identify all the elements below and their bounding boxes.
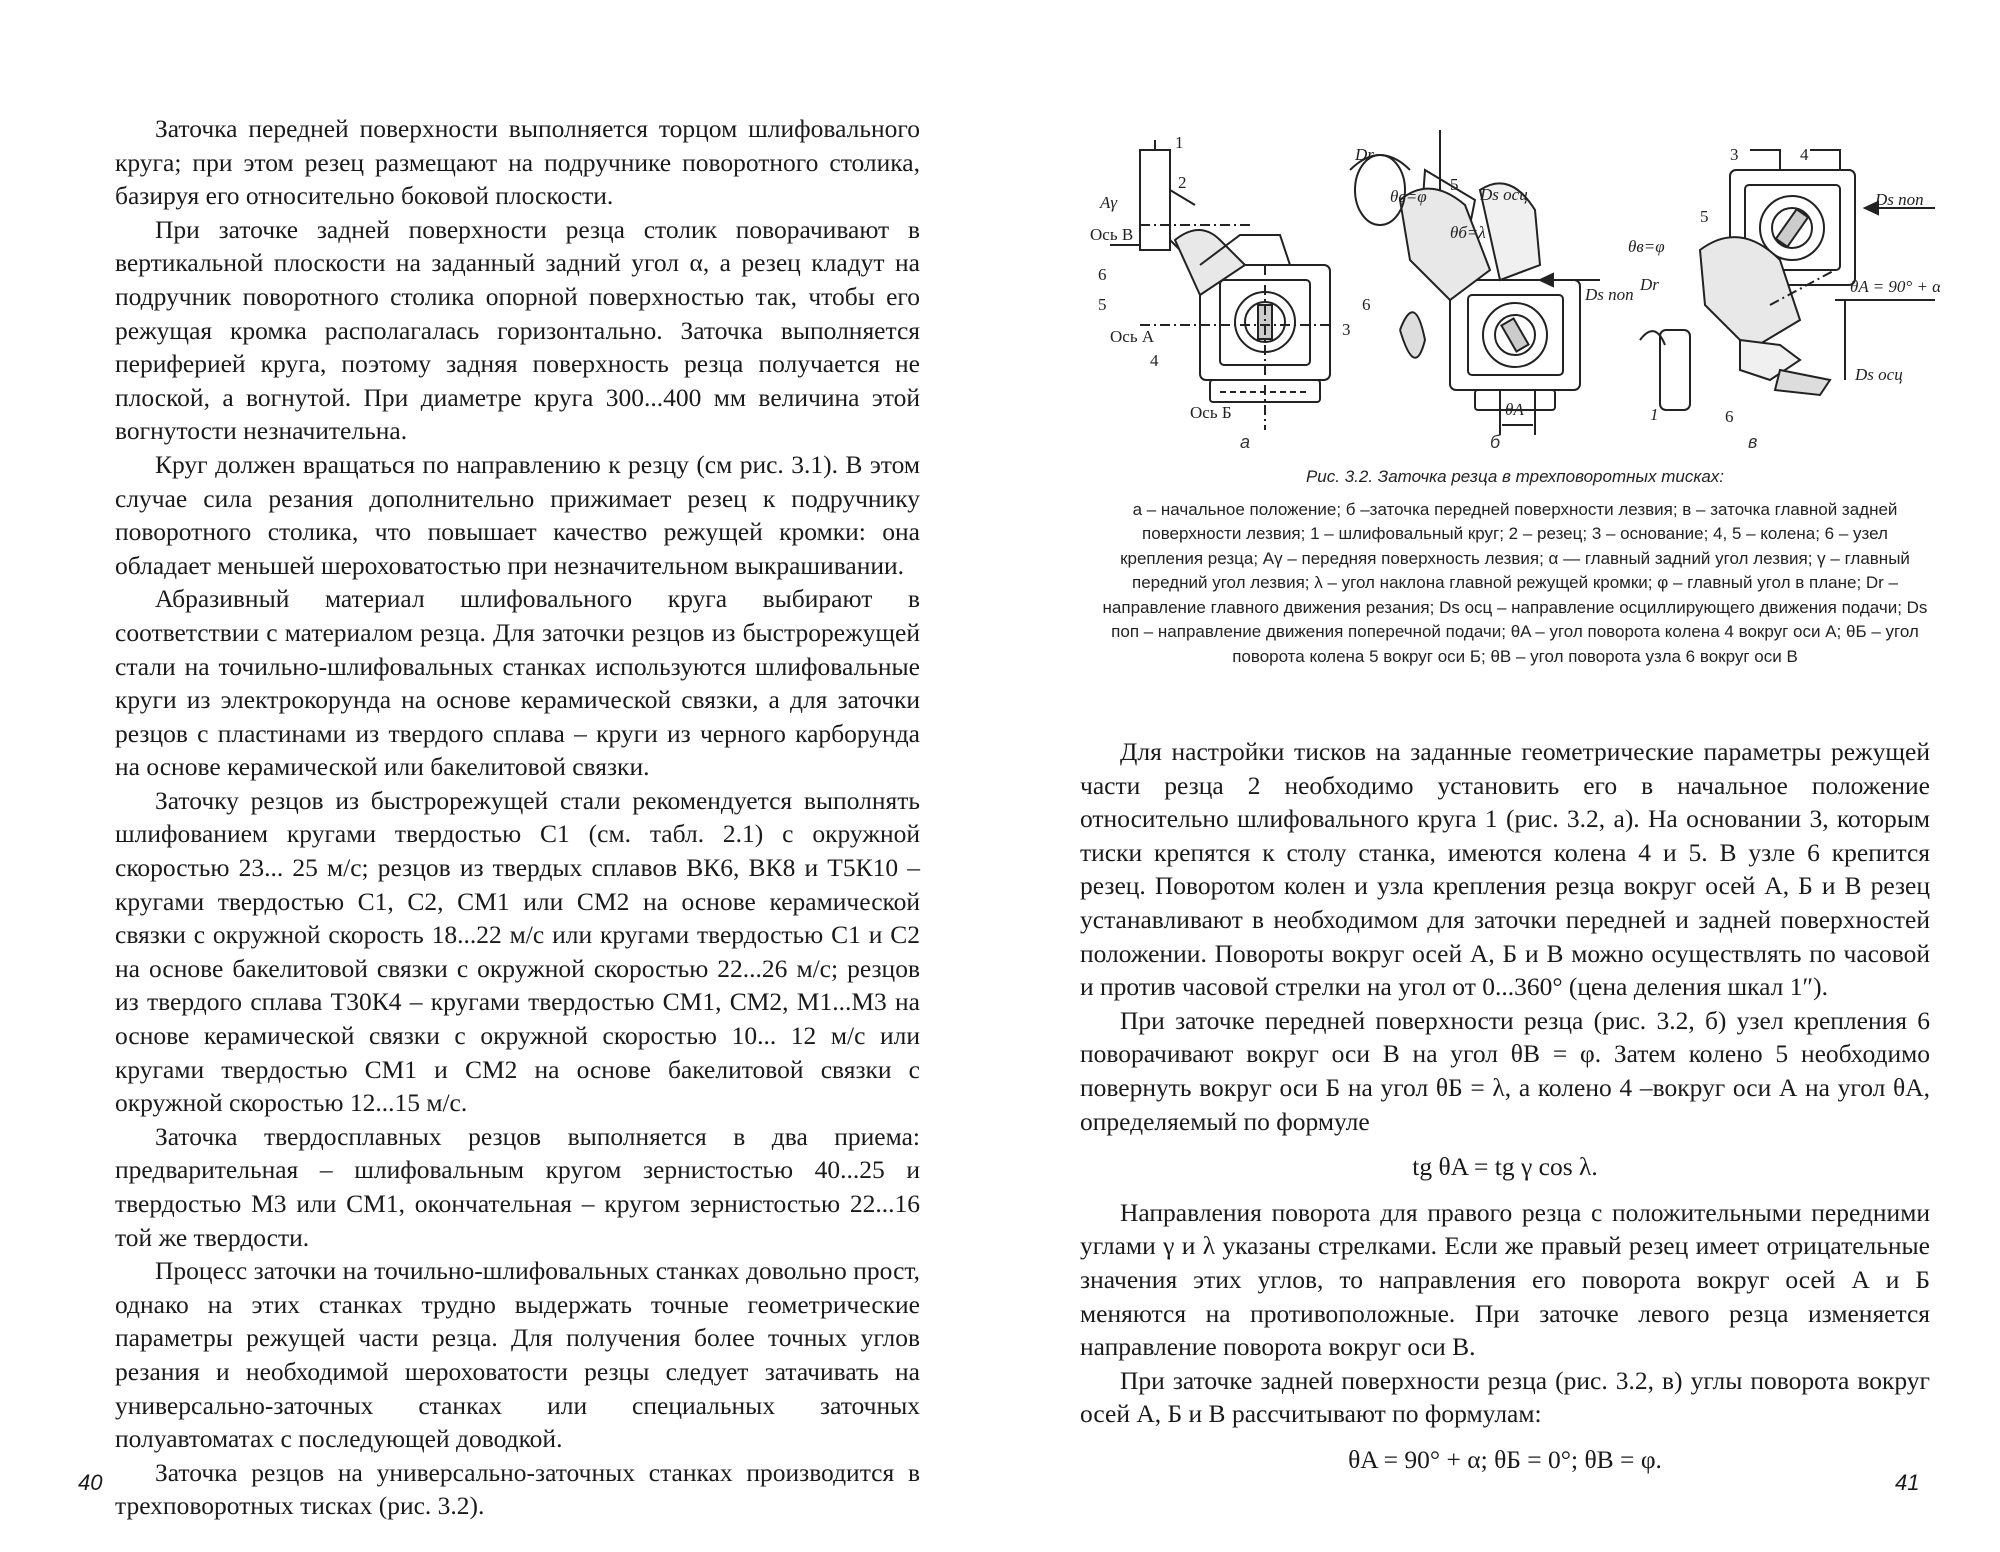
callout-theta-v-v: θв=φ [1628,237,1665,256]
figure-label-v: в [1748,432,1758,452]
callout-dr-v: Dr [1640,275,1659,294]
callout-5v: 5 [1700,207,1709,226]
figure-label-b: б [1490,432,1501,452]
callout-d-osc-v: Ds осц [1855,365,1903,384]
callout-3a: 3 [1342,320,1351,339]
figure-3-2 [1080,130,1940,450]
formula-angles: θA = 90° + α; θБ = 0°; θВ = φ. [1348,1444,1662,1474]
paragraph: При заточке задней поверхности резца столик поворачивают в вертикальной плоскости на заданный задний угол α, а резец кладут на подручник поворотного столика опорной поверхностью так, чтобы его режущая кромка располагалась горизонтально. Заточка выполняется периферией круга, поэтому задняя поверхность резца получается не плоской, а вогнутой. При диаметре круга 300...400 мм величина этой вогнутости незначительна. [115,214,920,446]
right-page [1000,0,2000,1552]
callout-ds-pop-b: Ds поп [1585,285,1634,304]
figure-label-a: а [1240,432,1251,452]
callout-ds-pop-v: Ds поп [1875,190,1924,209]
paragraph: Заточка резцов на универсально-заточных станках производится в трехповоротных тисках (рис. 3.2). [115,1457,920,1521]
callout-theta-a-v: θA = 90° + α [1850,277,1940,296]
paragraph: Круг должен вращаться по направлению к резцу (см рис. 3.1). В этом случае сила резания дополнительно прижимает резец к подручнику поворотного столика, что повышает качество режущей кромки: она обладает меньшей шероховатостью при незначительном выкрашивании. [115,449,920,580]
callout-2a: 2 [1178,173,1187,192]
callout-theta-v: θв=φ [1390,187,1427,206]
callout-1v: 1 [1650,405,1659,424]
callout-theta-a-b: θA [1505,400,1524,419]
paragraph: Заточка передней поверхности выполняется торцом шлифовального круга; при этом резец размещают на подручнике поворотного столика, базируя его относительно боковой плоскости. [115,114,920,211]
callout-os-v: Ось В [1090,225,1134,244]
paragraph: Заточку резцов из быстрорежущей стали рекомендуется выполнять шлифованием кругами твердостью С1 (см. табл. 2.1) с окружной скоростью 23... 25 м/с; резцов из твердых сплавов ВК6, ВК8 и Т5К10 – кругами твердостью С1, С2, СМ1 или СМ2 на основе керамической связки с окружной скорость 18...22 м/с или кругами твердостью С1 и С2 на основе бакелитовой связки с окружной скоростью 22...26 м/с; резцов из твердого сплава Т30К4 – кругами твердостью СМ1, СМ2, М1...М3 на основе керамической связки с окружной скоростью 10... 12 м/с или кругами твердостью СМ1 и СМ2 на основе бакелитовой связки с окружной скоростью 12...15 м/с. [115,785,920,1118]
paragraph: Для настройки тисков на заданные геометрические параметры режущей части резца 2 необходимо установить его в начальное положение относительно шлифовального круга 1 (рис. 3.2, а). На основании 3, которым тиски крепятся к столу станка, имеются колена 4 и 5. В узле 6 крепится резец. Поворотом колен и узла крепления резца вокруг осей А, Б и В резец устанавливают в необходимом для заточки передней и задней поверхностей положении. Повороты вокруг осей А, Б и В можно осуществлять по часовой и против часовой стрелки на угол от 0...360° (цена деления шкал 1″). [1080,737,1930,1002]
figure-b-vise [1350,155,1580,435]
page-number-left: 40 [78,1470,103,1495]
callout-os-a: Ось А [1110,327,1155,346]
right-page-text [1080,735,1930,1488]
page-number-right: 41 [1895,1470,1920,1495]
figure-drawing [1080,130,1940,450]
callout-6a: 6 [1098,265,1107,284]
paragraph: При заточке передней поверхности резца (рис. 3.2, б) узел крепления 6 поворачивают вокруг оси В на угол θВ = φ. Затем колено 5 необходимо повернуть вокруг оси Б на угол θБ = λ, а колено 4 –вокруг оси А на угол θА, определяемый по формуле [1080,1005,1930,1136]
paragraph: Абразивный материал шлифовального круга выбирают в соответствии с материалом резца. Для заточки резцов из быстрорежущей стали на точильно-шлифовальных станках используются шлифовальные круги из электрокорунда на основе керамической связки, а для заточки резцов с пластинами из твердого сплава – круги из черного карборунда на основе керамической или бакелитовой связки. [115,584,920,782]
callout-ds-osc-b: Ds осц [1480,185,1528,204]
paragraph: Заточка твердосплавных резцов выполняется в два приема: предварительная – шлифовальным кругом зернистостью 40...25 и твердостью М3 или СМ1, окончательная – кругом зернистостью 22...16 той же твердости. [115,1121,920,1252]
callout-dr-b: Dr [1355,145,1374,164]
callout-6v: 6 [1725,407,1734,426]
caption-text: а – начальное положение; б –заточка передней поверхности лезвия; в – заточка главной задней поверхности лезвия; 1 – шлифовальный круг; 2 – резец; 3 – основание; 4, 5 – колена; 6 – узел крепления резца; Aγ – передняя поверхность лезвия; α — главный задний угол лезвия; γ – главный передний угол лезвия; λ – угол наклона главной режущей кромки; φ – главный угол в плане; Dr – направление главного движения резания; Ds осц – направление осциллирующего движения подачи; Ds поп – направление движения поперечной подачи; θA – угол поворота колена 4 вокруг оси А; θБ – угол поворота колена 5 вокруг оси Б; θВ – угол поворота узла 6 вокруг оси В [1102,499,1928,666]
figure-caption [1100,465,1930,669]
left-page-text [115,112,920,1523]
callout-5b: 5 [1450,175,1459,194]
callout-6b: 6 [1362,295,1371,314]
callout-4v: 4 [1800,145,1809,164]
paragraph: При заточке задней поверхности резца (рис. 3.2, в) углы поворота вокруг осей А, Б и В рассчитывают по формулам: [1080,1365,1930,1429]
paragraph: Направления поворота для правого резца с положительными передними углами γ и λ указаны стрелками. Если же правый резец имеет отрицательные значения этих углов, то направления его поворота вокруг осей А и Б меняются на противоположные. При заточке левого резца изменяется направление поворота вокруг оси В. [1080,1197,1930,1362]
caption-title: Рис. 3.2. Заточка резца в трехповоротных тисках: [1305,467,1725,486]
callout-agamma: Aγ [1100,193,1118,212]
callout-3v: 3 [1730,145,1739,164]
callout-1a: 1 [1175,133,1184,152]
callout-4a: 4 [1150,351,1159,370]
figure-a-vise [1110,140,1330,430]
formula-tg-theta: tg θA = tg γ cos λ. [1412,1152,1598,1182]
callout-5a: 5 [1098,295,1107,314]
callout-os-b: Ось Б [1190,403,1232,422]
callout-theta-lambda: θб=λ [1450,223,1486,242]
paragraph: Процесс заточки на точильно-шлифовальных станках довольно прост, однако на этих станках трудно выдержать точные геометрические параметры режущей части резца. Для получения более точных углов резания и необходимой шероховатости резцы следует затачивать на универсально-заточных станках или специальных заточных полуавтоматах с последующей доводкой. [115,1256,920,1454]
